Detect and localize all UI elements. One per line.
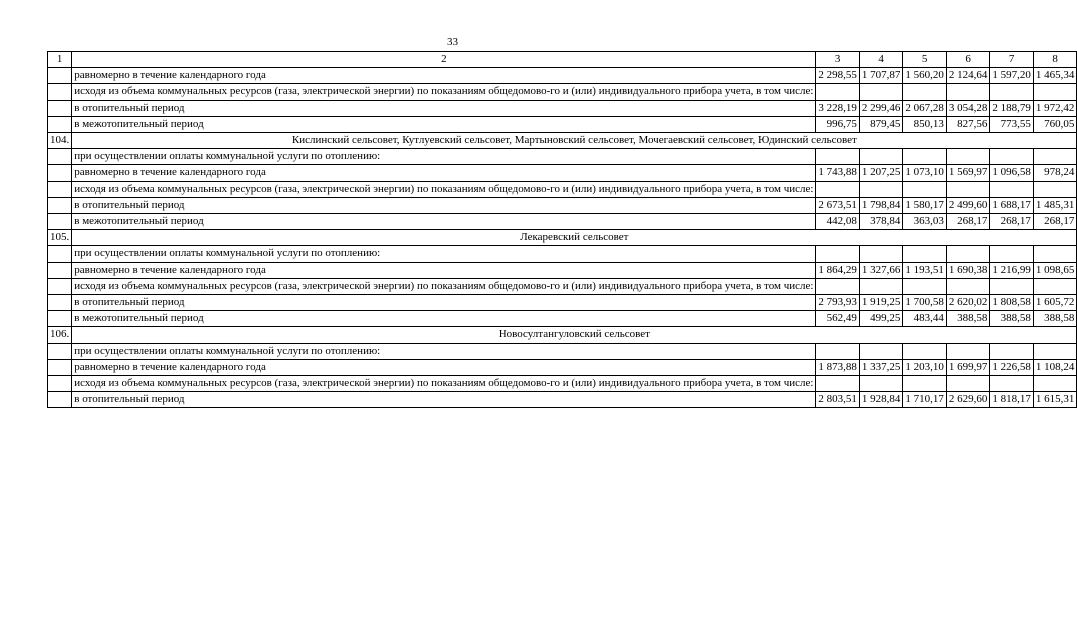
row-label: в межотопительный период	[72, 116, 816, 132]
empty-cell	[816, 181, 860, 197]
value-cell: 2 629,60	[946, 392, 990, 408]
empty-cell	[1033, 149, 1077, 165]
value-cell: 1 327,66	[859, 262, 903, 278]
value-cell: 1 073,10	[903, 165, 947, 181]
row-number-cell	[48, 246, 72, 262]
value-cell: 760,05	[1033, 116, 1077, 132]
empty-cell	[816, 149, 860, 165]
row-number-cell	[48, 165, 72, 181]
value-cell: 1 337,25	[859, 359, 903, 375]
value-cell: 1 465,34	[1033, 68, 1077, 84]
description-row	[48, 278, 1077, 294]
empty-cell	[903, 278, 947, 294]
table-row	[48, 295, 1077, 311]
value-cell: 850,13	[903, 116, 947, 132]
empty-cell	[990, 376, 1034, 392]
row-number: 105.	[48, 230, 72, 246]
value-cell: 773,55	[990, 116, 1034, 132]
table-row	[48, 392, 1077, 408]
row-label: в отопительный период	[72, 100, 816, 116]
table-row	[48, 165, 1077, 181]
empty-cell	[903, 343, 947, 359]
value-cell: 2 499,60	[946, 197, 990, 213]
empty-cell	[946, 84, 990, 100]
empty-cell	[1033, 246, 1077, 262]
empty-cell	[990, 278, 1034, 294]
value-cell: 2 067,28	[903, 100, 947, 116]
value-cell: 388,58	[946, 311, 990, 327]
empty-cell	[816, 343, 860, 359]
value-cell: 1 216,99	[990, 262, 1034, 278]
value-cell: 1 864,29	[816, 262, 860, 278]
value-cell: 978,24	[1033, 165, 1077, 181]
value-cell: 1 919,25	[859, 295, 903, 311]
row-number-cell	[48, 116, 72, 132]
row-label: равномерно в течение календарного года	[72, 262, 816, 278]
page-number: 33	[447, 36, 458, 48]
row-number: 106.	[48, 327, 72, 343]
value-cell: 1 615,31	[1033, 392, 1077, 408]
value-cell: 1 580,17	[903, 197, 947, 213]
description-row	[48, 246, 1077, 262]
empty-cell	[1033, 278, 1077, 294]
value-cell: 2 124,64	[946, 68, 990, 84]
value-cell: 1 108,24	[1033, 359, 1077, 375]
empty-cell	[946, 246, 990, 262]
table-row	[48, 197, 1077, 213]
value-cell: 2 793,93	[816, 295, 860, 311]
description-row	[48, 181, 1077, 197]
settlement-name: Кислинский сельсовет, Кутлуевский сельсовет, Мартыновский сельсовет, Мочегаевский сельсовет, Юдинский сельсовет	[72, 133, 1077, 149]
value-cell: 1 207,25	[859, 165, 903, 181]
empty-cell	[859, 84, 903, 100]
row-number-cell	[48, 295, 72, 311]
row-label: в межотопительный период	[72, 214, 816, 230]
empty-cell	[859, 343, 903, 359]
row-number-cell	[48, 181, 72, 197]
table-row	[48, 100, 1077, 116]
value-cell: 2 803,51	[816, 392, 860, 408]
table-row	[48, 68, 1077, 84]
value-cell: 1 226,58	[990, 359, 1034, 375]
table-row	[48, 311, 1077, 327]
empty-cell	[946, 343, 990, 359]
empty-cell	[903, 149, 947, 165]
value-cell: 499,25	[859, 311, 903, 327]
value-cell: 1 098,65	[1033, 262, 1077, 278]
description-row	[48, 376, 1077, 392]
empty-cell	[990, 181, 1034, 197]
row-number-cell	[48, 392, 72, 408]
value-cell: 2 299,46	[859, 100, 903, 116]
empty-cell	[816, 376, 860, 392]
row-label: в межотопительный период	[72, 311, 816, 327]
table-row	[48, 359, 1077, 375]
value-cell: 1 707,87	[859, 68, 903, 84]
row-number-cell	[48, 262, 72, 278]
empty-cell	[816, 246, 860, 262]
table-row	[48, 262, 1077, 278]
row-number-cell	[48, 197, 72, 213]
row-number-cell	[48, 343, 72, 359]
value-cell: 827,56	[946, 116, 990, 132]
row-label: в отопительный период	[72, 392, 816, 408]
row-number: 104.	[48, 133, 72, 149]
column-header: 4	[859, 52, 903, 68]
value-cell: 1 485,31	[1033, 197, 1077, 213]
value-cell: 1 688,17	[990, 197, 1034, 213]
value-cell: 1 096,58	[990, 165, 1034, 181]
value-cell: 1 928,84	[859, 392, 903, 408]
value-cell: 562,49	[816, 311, 860, 327]
value-cell: 1 597,20	[990, 68, 1034, 84]
empty-cell	[859, 149, 903, 165]
value-cell: 2 673,51	[816, 197, 860, 213]
value-cell: 1 690,38	[946, 262, 990, 278]
row-description: при осуществлении оплаты коммунальной услуги по отоплению:	[72, 246, 816, 262]
empty-cell	[946, 149, 990, 165]
value-cell: 442,08	[816, 214, 860, 230]
value-cell: 2 620,02	[946, 295, 990, 311]
settlement-row	[48, 230, 1077, 246]
empty-cell	[859, 246, 903, 262]
empty-cell	[990, 149, 1034, 165]
value-cell: 1 743,88	[816, 165, 860, 181]
table-row	[48, 116, 1077, 132]
row-number-cell	[48, 84, 72, 100]
value-cell: 1 560,20	[903, 68, 947, 84]
column-header: 8	[1033, 52, 1077, 68]
row-number-cell	[48, 278, 72, 294]
value-cell: 363,03	[903, 214, 947, 230]
header-row	[48, 52, 1077, 68]
value-cell: 1 972,42	[1033, 100, 1077, 116]
row-description: при осуществлении оплаты коммунальной услуги по отоплению:	[72, 343, 816, 359]
empty-cell	[903, 181, 947, 197]
value-cell: 2 188,79	[990, 100, 1034, 116]
empty-cell	[903, 84, 947, 100]
empty-cell	[1033, 343, 1077, 359]
row-description: исходя из объема коммунальных ресурсов (газа, электрической энергии) по показаниям общедомово-го и (или) индивидуального прибора учета, в том числе:	[72, 84, 816, 100]
row-number-cell	[48, 376, 72, 392]
empty-cell	[1033, 181, 1077, 197]
empty-cell	[946, 181, 990, 197]
value-cell: 1 808,58	[990, 295, 1034, 311]
settlement-row	[48, 327, 1077, 343]
column-header: 7	[990, 52, 1034, 68]
empty-cell	[946, 278, 990, 294]
value-cell: 268,17	[1033, 214, 1077, 230]
row-label: в отопительный период	[72, 197, 816, 213]
empty-cell	[903, 246, 947, 262]
value-cell: 1 798,84	[859, 197, 903, 213]
tariff-table	[47, 51, 1077, 408]
row-number-cell	[48, 311, 72, 327]
empty-cell	[859, 376, 903, 392]
value-cell: 3 228,19	[816, 100, 860, 116]
row-number-cell	[48, 214, 72, 230]
value-cell: 1 699,97	[946, 359, 990, 375]
empty-cell	[816, 84, 860, 100]
settlement-row	[48, 133, 1077, 149]
row-number-cell	[48, 359, 72, 375]
row-number-cell	[48, 68, 72, 84]
value-cell: 1 569,97	[946, 165, 990, 181]
row-description: исходя из объема коммунальных ресурсов (газа, электрической энергии) по показаниям общедомово-го и (или) индивидуального прибора учета, в том числе:	[72, 278, 816, 294]
value-cell: 1 605,72	[1033, 295, 1077, 311]
value-cell: 1 203,10	[903, 359, 947, 375]
value-cell: 483,44	[903, 311, 947, 327]
empty-cell	[859, 181, 903, 197]
row-number-cell	[48, 149, 72, 165]
empty-cell	[1033, 376, 1077, 392]
value-cell: 996,75	[816, 116, 860, 132]
settlement-name: Лекаревский сельсовет	[72, 230, 1077, 246]
row-label: равномерно в течение календарного года	[72, 68, 816, 84]
value-cell: 268,17	[946, 214, 990, 230]
value-cell: 1 873,88	[816, 359, 860, 375]
empty-cell	[990, 84, 1034, 100]
row-description: исходя из объема коммунальных ресурсов (газа, электрической энергии) по показаниям общедомово-го и (или) индивидуального прибора учета, в том числе:	[72, 376, 816, 392]
column-header: 6	[946, 52, 990, 68]
value-cell: 1 710,17	[903, 392, 947, 408]
empty-cell	[990, 343, 1034, 359]
empty-cell	[859, 278, 903, 294]
value-cell: 879,45	[859, 116, 903, 132]
row-description: при осуществлении оплаты коммунальной услуги по отоплению:	[72, 149, 816, 165]
column-header: 1	[48, 52, 72, 68]
description-row	[48, 343, 1077, 359]
empty-cell	[903, 376, 947, 392]
settlement-name: Новосултангуловский сельсовет	[72, 327, 1077, 343]
value-cell: 2 298,55	[816, 68, 860, 84]
row-number-cell	[48, 100, 72, 116]
value-cell: 3 054,28	[946, 100, 990, 116]
column-header: 3	[816, 52, 860, 68]
empty-cell	[1033, 84, 1077, 100]
value-cell: 1 818,17	[990, 392, 1034, 408]
empty-cell	[816, 278, 860, 294]
empty-cell	[990, 246, 1034, 262]
value-cell: 1 193,51	[903, 262, 947, 278]
column-header: 5	[903, 52, 947, 68]
row-label: в отопительный период	[72, 295, 816, 311]
row-description: исходя из объема коммунальных ресурсов (газа, электрической энергии) по показаниям общедомово-го и (или) индивидуального прибора учета, в том числе:	[72, 181, 816, 197]
value-cell: 378,84	[859, 214, 903, 230]
row-label: равномерно в течение календарного года	[72, 359, 816, 375]
value-cell: 388,58	[1033, 311, 1077, 327]
row-label: равномерно в течение календарного года	[72, 165, 816, 181]
table-row	[48, 214, 1077, 230]
description-row	[48, 149, 1077, 165]
value-cell: 1 700,58	[903, 295, 947, 311]
value-cell: 268,17	[990, 214, 1034, 230]
column-header: 2	[72, 52, 816, 68]
value-cell: 388,58	[990, 311, 1034, 327]
description-row	[48, 84, 1077, 100]
empty-cell	[946, 376, 990, 392]
